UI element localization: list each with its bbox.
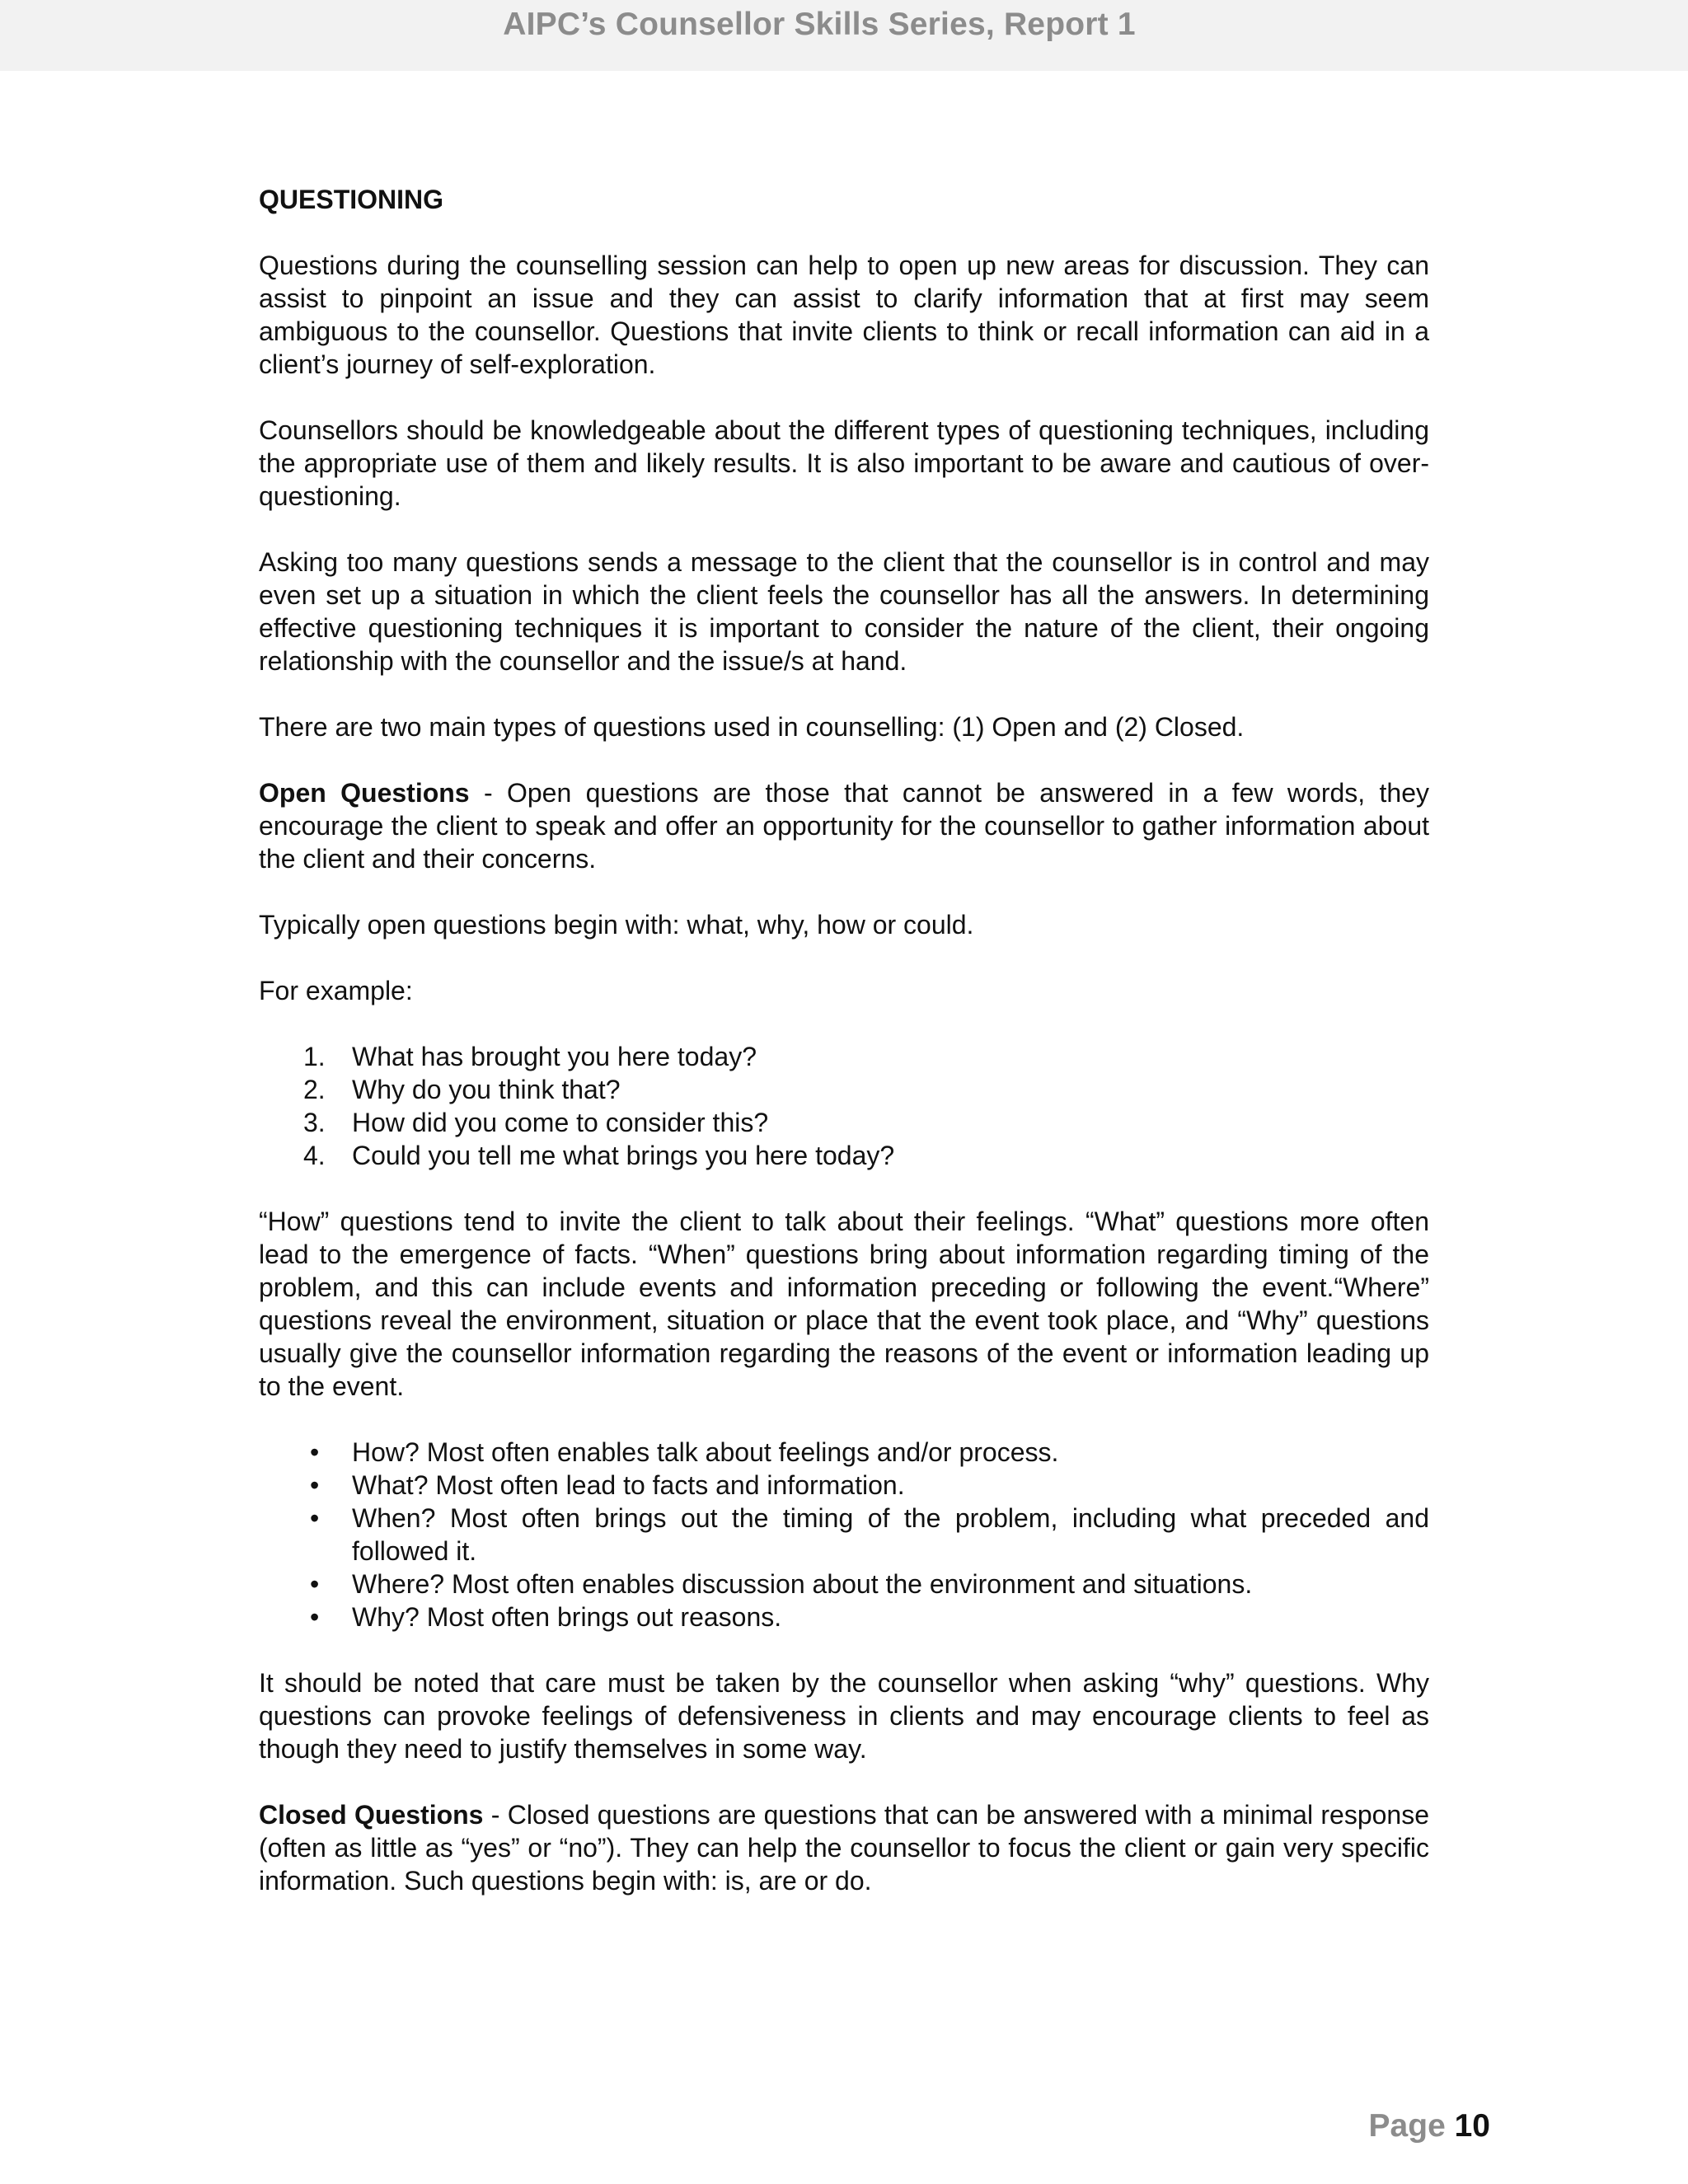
list-item [259, 1502, 1429, 1568]
list-item [259, 1436, 1429, 1469]
paragraph-open-begin: Typically open questions begin with: what, why, how or could. [259, 910, 974, 940]
list-item-text: Why? Most often brings out reasons. [352, 1602, 782, 1632]
list-number: 1. [303, 1042, 326, 1071]
section-heading: QUESTIONING [259, 185, 444, 214]
list-item-text: When? Most often brings out the timing of the problem, including what preceded and followed it. [352, 1503, 1429, 1566]
example-list [259, 1040, 1429, 1172]
page-number-value: 10 [1454, 2108, 1490, 2144]
open-questions-text: - Open questions are those that cannot be answered in a few words, they encourage the client to speak and offer an opportunity for the counsellor to gather information about the client and their concerns. [259, 778, 1430, 874]
list-item-text: What? Most often lead to facts and information. [352, 1470, 905, 1500]
list-item-text: How did you come to consider this? [352, 1108, 769, 1137]
bullet-icon: • [310, 1437, 320, 1467]
paragraph-over-questioning: Asking too many questions sends a message to the client that the counsellor is in control and may even set up a situation in which the client feels the counsellor has all the answers. In determining effective questioning techniques it is important to consider the nature of the client, their ongoing relationship with the counsellor and the issue/s at hand. [259, 547, 1429, 676]
paragraph-question-types: There are two main types of questions used in counselling: (1) Open and (2) Closed. [259, 712, 1245, 742]
page-label: Page [1368, 2108, 1446, 2144]
bullet-icon: • [310, 1470, 320, 1500]
bullet-icon: • [310, 1503, 320, 1533]
bullet-list [259, 1436, 1429, 1633]
list-item [259, 1106, 1429, 1139]
list-item-text: What has brought you here today? [352, 1042, 757, 1071]
list-item [259, 1469, 1429, 1502]
paragraph-why-caution: It should be noted that care must be taken by the counsellor when asking “why” questions. Why questions can provoke feelings of defensiveness in clients and may encourage clients to feel as though they need to justify themselves in some way. [259, 1668, 1429, 1764]
paragraph-open-questions [259, 776, 1429, 875]
list-item-text: Could you tell me what brings you here today? [352, 1141, 895, 1170]
list-item-text: Why do you think that? [352, 1075, 621, 1104]
page-header [0, 0, 1688, 71]
report-title: AIPC’s Counsellor Skills Series, Report 1 [503, 7, 1136, 42]
list-number: 2. [303, 1075, 326, 1104]
list-item [259, 1073, 1429, 1106]
closed-questions-text: - Closed questions are questions that can be answered with a minimal response (often as little as “yes” or “no”). They can help the counsellor to focus the client or gain very specific information. Such questions begin with: is, are or do. [259, 1800, 1430, 1896]
bullet-icon: • [310, 1602, 320, 1632]
paragraph-closed-questions [259, 1798, 1429, 1897]
paragraph-for-example: For example: [259, 976, 413, 1005]
open-questions-label: Open Questions [259, 778, 470, 808]
paragraph-techniques: Counsellors should be knowledgeable about the different types of questioning techniques, including the appropriate use of them and likely results. It is also important to be aware and cautious of over-questioning. [259, 415, 1429, 511]
page-number [1369, 2108, 1490, 2144]
document-body [259, 183, 1429, 1930]
list-number: 3. [303, 1108, 326, 1137]
list-item [259, 1601, 1429, 1633]
bullet-icon: • [310, 1569, 320, 1599]
list-item [259, 1568, 1429, 1601]
list-item [259, 1040, 1429, 1073]
list-item-text: How? Most often enables talk about feelings and/or process. [352, 1437, 1059, 1467]
list-number: 4. [303, 1141, 326, 1170]
list-item [259, 1139, 1429, 1172]
paragraph-intro: Questions during the counselling session can help to open up new areas for discussion. They can assist to pinpoint an issue and they can assist to clarify information that at first may seem ambiguous to the counsellor. Questions that invite clients to think or recall information can aid in a client’s journey of self-exploration. [259, 251, 1429, 379]
closed-questions-label: Closed Questions [259, 1800, 484, 1830]
paragraph-question-words: “How” questions tend to invite the client to talk about their feelings. “What” questions more often lead to the emergence of facts. “When” questions bring about information regarding timing of the problem, and this can include events and information preceding or following the event.“Where” questions reveal the environment, situation or place that the event took place, and “Why” questions usually give the counsellor information regarding the reasons of the event or information leading up to the event. [259, 1207, 1429, 1401]
list-item-text: Where? Most often enables discussion about the environment and situations. [352, 1569, 1253, 1599]
